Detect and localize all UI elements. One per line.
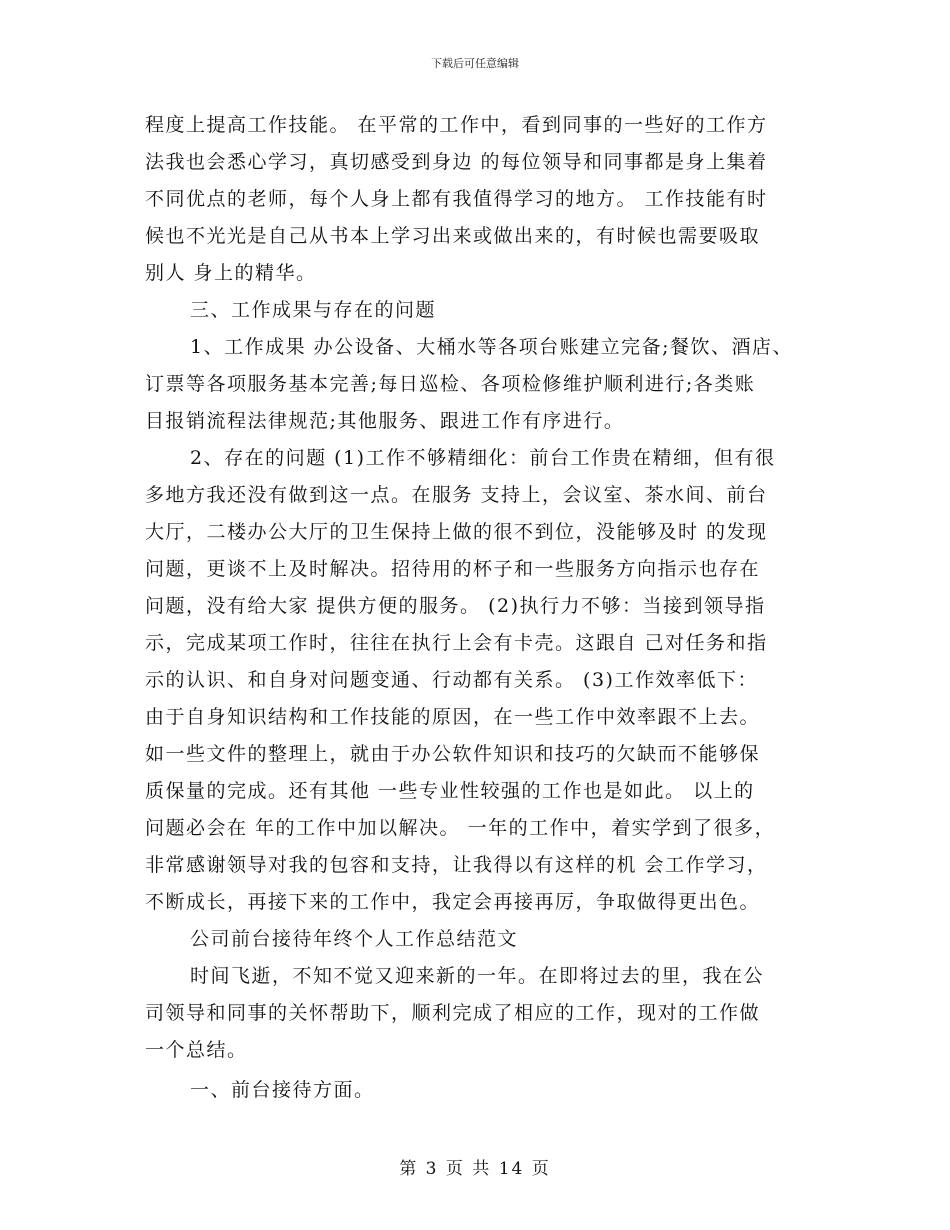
page-header: 下载后可任意编辑 [431,57,519,70]
text-line: 不断成长，再接下来的工作中，我定会再接再厉，争取做得更出色。 [145,891,761,913]
article-title: 公司前台接待年终个人工作总结范文 [190,928,519,950]
text-line: 时间飞逝，不知不觉又迎来新的一年。在即将过去的里，我在公 [190,965,765,987]
text-line: 示，完成某项工作时，往往在执行上会有卡壳。这跟自 己对任务和指 [145,632,768,654]
text-line: 不同优点的老师，每个人身上都有我值得学习的地方。 工作技能有时 [145,188,768,210]
text-line: 质保量的完成。还有其他 一些专业性较强的工作也是如此。 以上的 [145,780,755,802]
text-line: 问题必会在 年的工作中加以解决。 一年的工作中，着实学到了很多， [145,817,776,839]
text-line: 由于自身知识结构和工作技能的原因，在一些工作中效率跟不上去。 [145,706,761,728]
text-line: 2、存在的问题 (1)工作不够精细化：前台工作贵在精细，但有很 [190,447,776,469]
text-line: 多地方我还没有做到这一点。在服务 支持上，会议室、茶水间、前台 [145,484,768,506]
text-line: 候也不光光是自己从书本上学习出来或做出来的，有时候也需要吸取 [145,225,761,247]
text-line: 非常感谢领导对我的包容和支持，让我得以有这样的机 会工作学习， [145,854,768,876]
text-line: 问题，没有给大家 提供方便的服务。 (2)执行力不够：当接到领导指 [145,595,766,617]
text-line: 程度上提高工作技能。 在平常的工作中，看到同事的一些好的工作方 [145,114,768,136]
text-line: 司领导和同事的关怀帮助下，顺利完成了相应的工作，现对的工作做 [145,1002,761,1024]
text-line: 大厅，二楼办公大厅的卫生保持上做的很不到位，没能够及时 的发现 [145,521,768,543]
text-line: 问题，更谈不上及时解决。招待用的杯子和一些服务方向指示也存在 [145,558,761,580]
text-line: 一个总结。 [145,1039,248,1061]
text-line: 法我也会悉心学习，真切感受到身边 的每位领导和同事都是身上集着 [145,151,768,173]
text-line: 1、工作成果 办公设备、大桶水等各项台账建立完备;餐饮、酒店、 [190,336,794,358]
page-number: 第 3 页 共 14 页 [399,1159,551,1179]
text-line: 别人 身上的精华。 [145,262,317,284]
section-heading: 一、前台接待方面。 [190,1079,375,1101]
section-heading: 三、工作成果与存在的问题 [190,299,437,321]
text-line: 订票等各项服务基本完善;每日巡检、各项检修维护顺利进行;各类账 [145,373,756,395]
text-line: 如一些文件的整理上，就由于办公软件知识和技巧的欠缺而不能够保 [145,743,761,765]
text-line: 目报销流程法律规范;其他服务、跟进工作有序进行。 [145,410,625,432]
text-line: 示的认识、和自身对问题变通、行动都有关系。 (3)工作效率低下： [145,669,758,691]
